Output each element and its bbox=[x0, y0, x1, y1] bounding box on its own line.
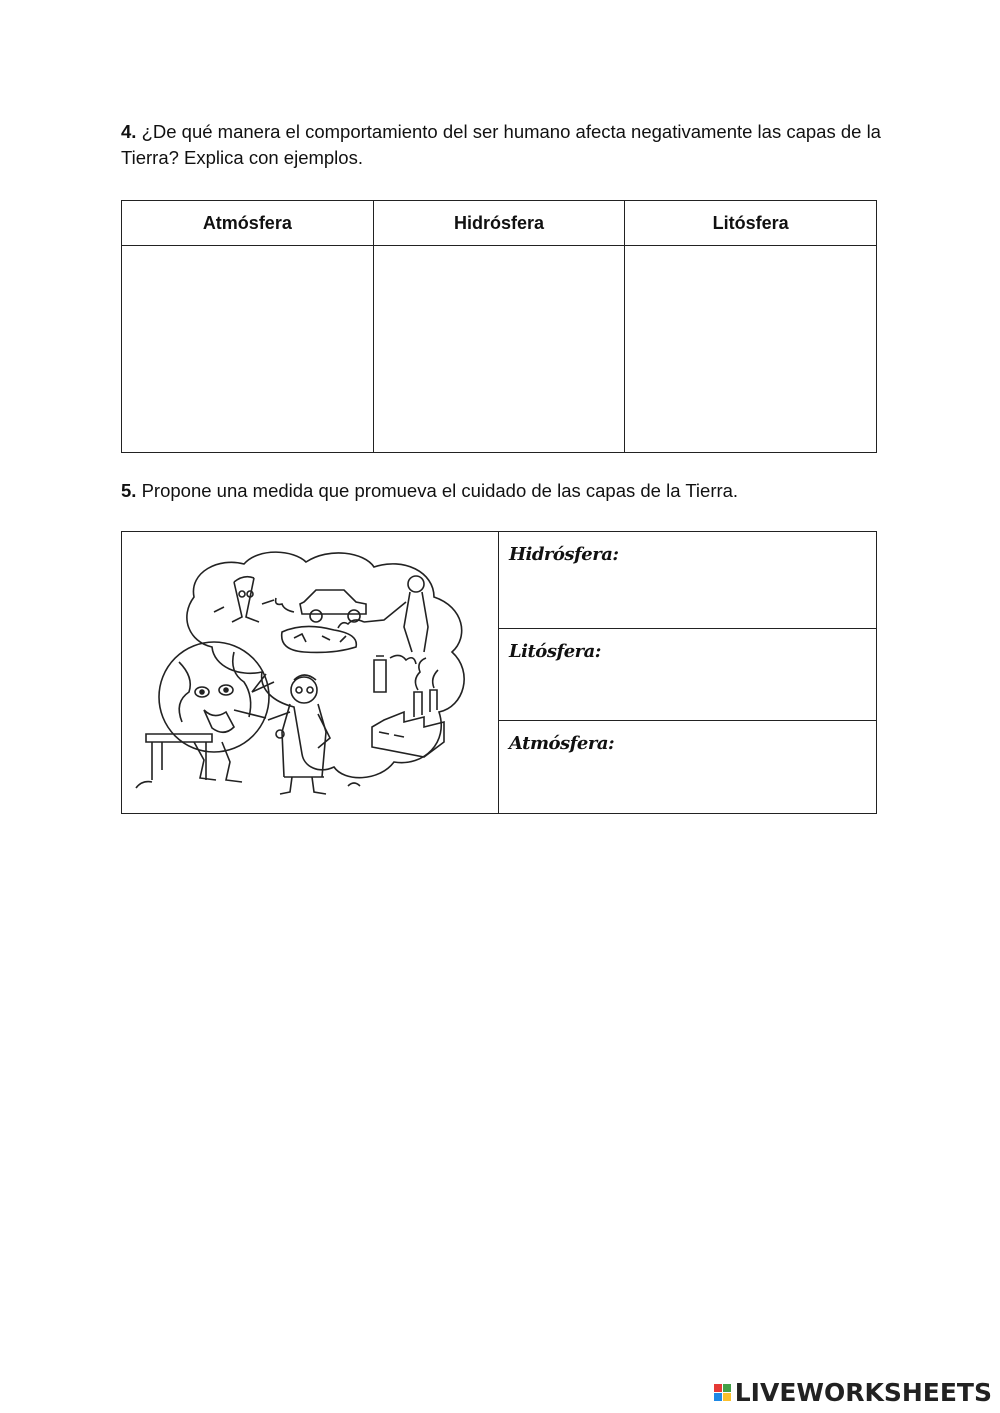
header-atmosfera: Atmósfera bbox=[122, 201, 374, 246]
question-5-text: Propone una medida que promueva el cuidado de las capas de la Tierra. bbox=[141, 480, 739, 501]
measure-row-hidrosfera[interactable] bbox=[499, 532, 876, 629]
measure-row-litosfera[interactable] bbox=[499, 629, 876, 721]
liveworksheets-brand bbox=[714, 1378, 992, 1406]
answer-cell-hidrosfera[interactable] bbox=[373, 246, 625, 453]
question-4-text: ¿De qué manera el comportamiento del ser humano afecta negativamente las capas de la Tierra? Explica con ejemplos. bbox=[121, 121, 881, 168]
sick-earth-cartoon-icon bbox=[134, 542, 486, 804]
question-4-number: 4. bbox=[121, 121, 137, 142]
header-hidrosfera: Hidrósfera bbox=[373, 201, 625, 246]
question-5-number: 5. bbox=[121, 480, 137, 501]
measure-label-hidrosfera: Hidrósfera: bbox=[509, 544, 619, 565]
layers-table bbox=[121, 200, 877, 453]
header-litosfera: Litósfera bbox=[625, 201, 877, 246]
image-cell bbox=[122, 532, 499, 813]
measures-table bbox=[121, 531, 877, 814]
answer-cell-litosfera[interactable] bbox=[625, 246, 877, 453]
question-5 bbox=[121, 478, 933, 504]
liveworksheets-logo-icon bbox=[714, 1384, 731, 1401]
question-4 bbox=[121, 119, 933, 171]
measure-label-atmosfera: Atmósfera: bbox=[509, 733, 615, 754]
answer-cell-atmosfera[interactable] bbox=[122, 246, 374, 453]
brand-name: LIVEWORKSHEETS bbox=[734, 1377, 992, 1407]
measure-row-atmosfera[interactable] bbox=[499, 721, 876, 815]
measure-label-litosfera: Litósfera: bbox=[509, 641, 601, 662]
